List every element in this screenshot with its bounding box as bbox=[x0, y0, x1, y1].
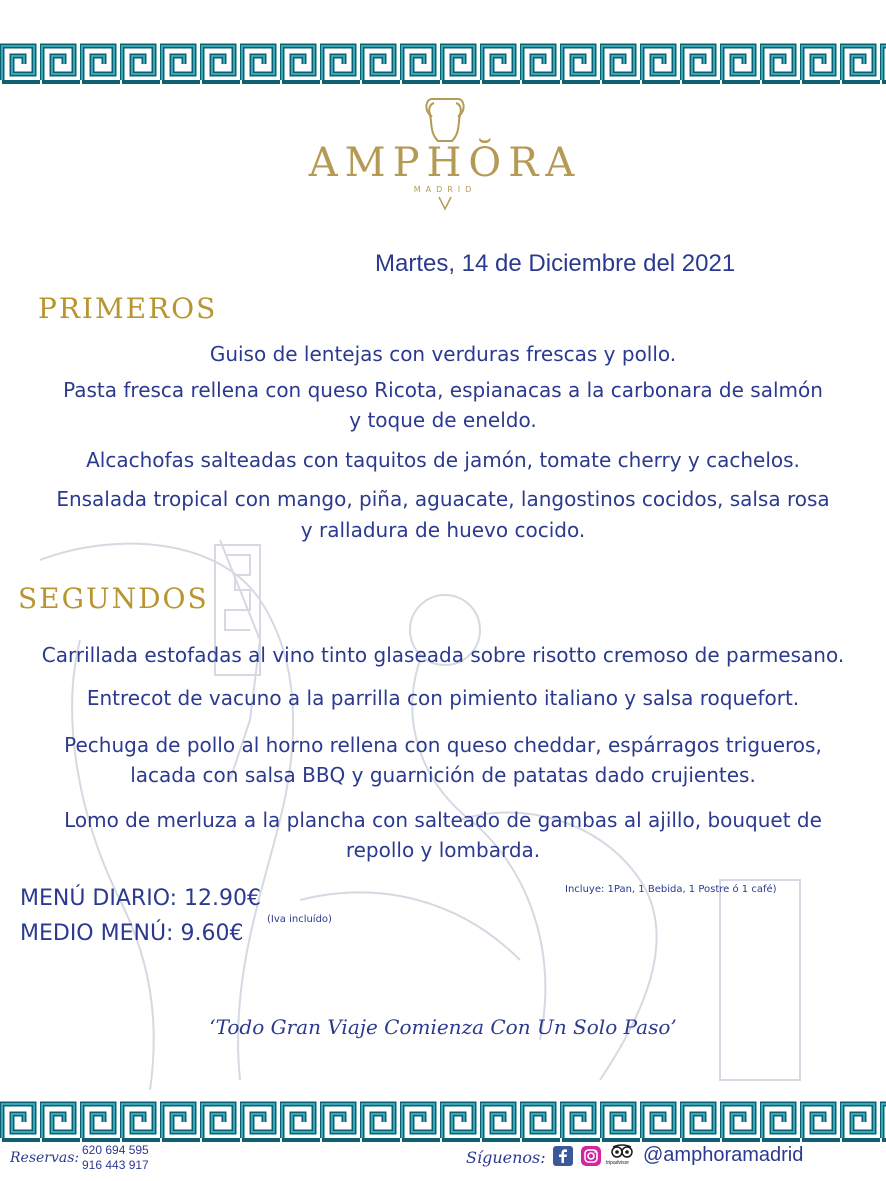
reservas-label: Reservas: bbox=[10, 1150, 80, 1166]
instagram-icon[interactable] bbox=[581, 1146, 601, 1166]
half-menu-price: MEDIO MENÚ: 9.60€ bbox=[20, 921, 244, 946]
logo-wordmark: AMPHŎRA bbox=[308, 140, 582, 186]
daily-menu-price: MENÚ DIARIO: 12.90€ bbox=[20, 886, 262, 911]
phone-number-2[interactable]: 916 443 917 bbox=[82, 1158, 149, 1172]
segundos-dish-3: Pechuga de pollo al horno rellena con queso cheddar, espárragos trigueros, bbox=[64, 733, 822, 757]
tripadvisor-icon[interactable] bbox=[610, 1144, 634, 1158]
segundos-dish-4: Lomo de merluza a la plancha con salteado de gambas al ajillo, bouquet de bbox=[64, 808, 822, 832]
menu-date: Martes, 14 de Diciembre del 2021 bbox=[375, 250, 736, 277]
primeros-dish-1: Guiso de lentejas con verduras frescas y pollo. bbox=[209, 342, 677, 366]
segundos-dish-4-cont: repollo y lombarda. bbox=[345, 838, 541, 862]
greek-key-border-bottom bbox=[0, 1098, 886, 1144]
primeros-dish-4: Ensalada tropical con mango, piña, aguacate, langostinos cocidos, salsa rosa bbox=[56, 487, 830, 511]
primeros-dish-3: Alcachofas salteadas con taquitos de jamón, tomate cherry y cachelos. bbox=[86, 448, 800, 472]
primeros-dish-2-cont: y toque de eneldo. bbox=[349, 408, 537, 432]
logo-city: MADRID bbox=[413, 185, 477, 194]
menu-includes-note: Incluye: 1Pan, 1 Bebida, 1 Postre ó 1 café) bbox=[565, 884, 777, 895]
logo-v-mark-icon bbox=[437, 195, 453, 211]
amphora-icon bbox=[418, 95, 472, 145]
primeros-dish-2: Pasta fresca rellena con queso Ricota, espianacas a la carbonara de salmón bbox=[63, 378, 823, 402]
siguenos-label: Síguenos: bbox=[466, 1148, 546, 1167]
tripadvisor-label: tripadvisor bbox=[606, 1160, 630, 1166]
segundos-dish-1: Carrillada estofadas al vino tinto glaseada sobre risotto cremoso de parmesano. bbox=[41, 643, 845, 667]
vat-note: (Iva incluído) bbox=[267, 914, 332, 925]
social-handle[interactable]: @amphoramadrid bbox=[643, 1144, 804, 1166]
section-title-primeros: PRIMEROS bbox=[38, 292, 218, 325]
motto-quote: ‘Todo Gran Viaje Comienza Con Un Solo Paso’ bbox=[209, 1015, 677, 1039]
greek-key-border-top bbox=[0, 40, 886, 86]
segundos-dish-2: Entrecot de vacuno a la parrilla con pimiento italiano y salsa roquefort. bbox=[86, 686, 800, 710]
segundos-dish-3-cont: lacada con salsa BBQ y guarnición de patatas dado crujientes. bbox=[130, 763, 756, 787]
facebook-icon[interactable] bbox=[553, 1146, 573, 1166]
primeros-dish-4-cont: y ralladura de huevo cocido. bbox=[300, 518, 586, 542]
amphora-logo bbox=[300, 95, 590, 220]
phone-number-1[interactable]: 620 694 595 bbox=[82, 1143, 149, 1157]
section-title-segundos: SEGUNDOS bbox=[18, 582, 209, 615]
